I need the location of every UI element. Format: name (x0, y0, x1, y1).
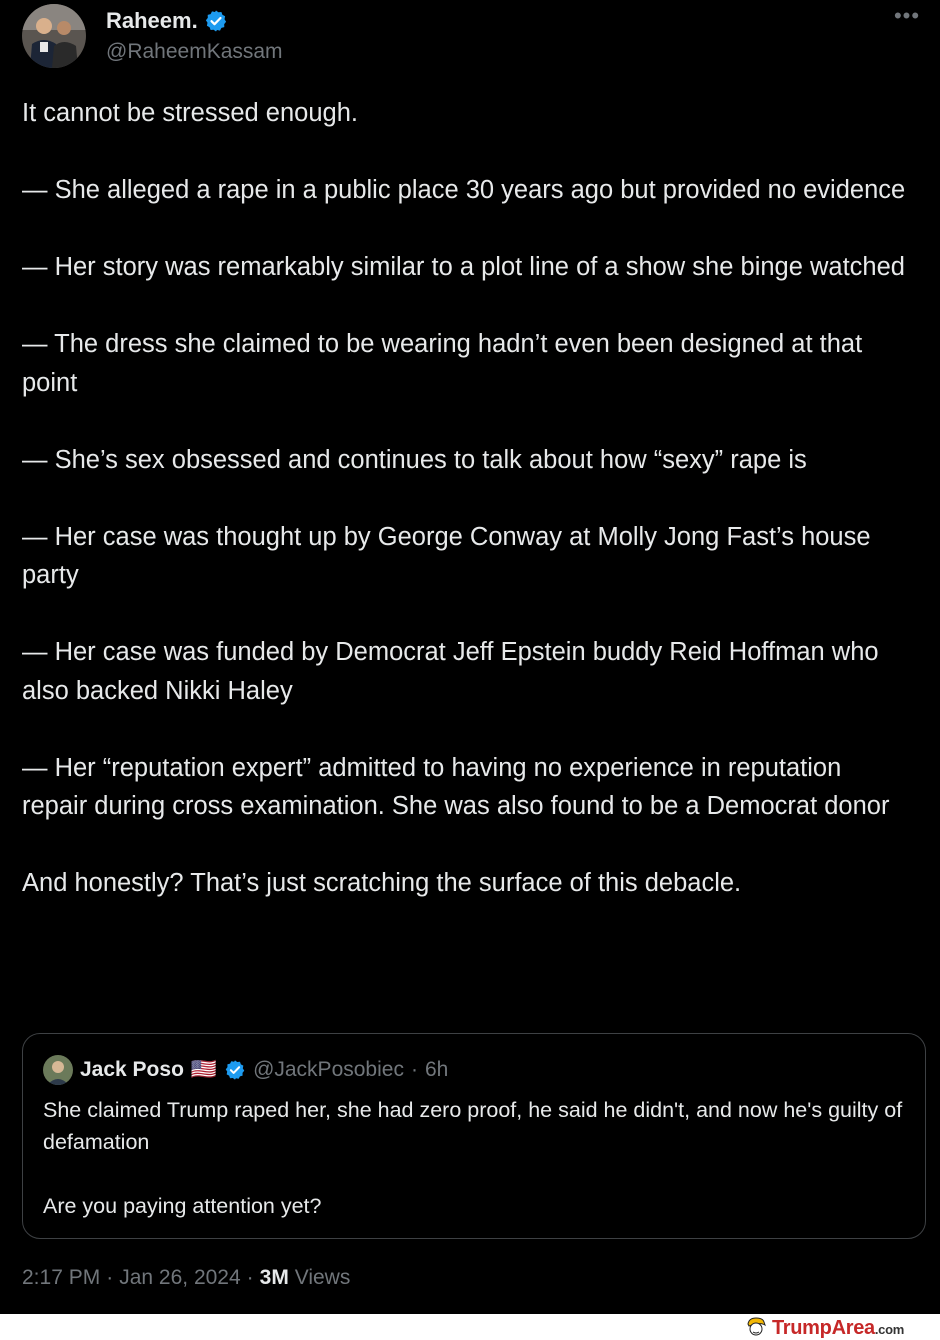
quoted-tweet[interactable] (22, 1033, 926, 1239)
tweet-paragraph: — She alleged a rape in a public place 30 years ago but provided no evidence (22, 176, 906, 204)
author-avatar[interactable] (22, 4, 86, 68)
tweet-meta (22, 1266, 350, 1290)
quoted-separator: · (410, 1058, 418, 1081)
quoted-tweet-paragraph: Are you paying attention yet? (43, 1194, 322, 1218)
more-options-icon[interactable]: ••• (893, 3, 921, 28)
verified-badge-icon (224, 1059, 246, 1081)
tweet-paragraph: It cannot be stressed enough. (22, 99, 358, 127)
tweet-paragraph: — Her story was remarkably similar to a plot line of a show she binge watched (22, 253, 905, 281)
tweet-date[interactable]: Jan 26, 2024 (119, 1266, 241, 1289)
watermark (745, 1317, 904, 1339)
tweet-time[interactable]: 2:17 PM (22, 1266, 101, 1289)
trump-logo-icon (745, 1316, 767, 1340)
views-count: 3M (259, 1266, 289, 1289)
quoted-tweet-text (43, 1094, 903, 1222)
tweet-paragraph: — She’s sex obsessed and continues to talk about how “sexy” rape is (22, 445, 807, 474)
us-flag-icon: 🇺🇸 (190, 1058, 218, 1081)
author-display-name[interactable]: Raheem. (106, 8, 198, 33)
quoted-author-name: Jack Poso (80, 1058, 184, 1081)
meta-separator: · (106, 1266, 114, 1289)
watermark-suffix: .com (874, 1321, 904, 1337)
quoted-author-avatar (43, 1055, 73, 1085)
author-handle[interactable]: @RaheemKassam (106, 40, 283, 63)
meta-separator: · (246, 1266, 254, 1289)
tweet-paragraph: And honestly? That’s just scratching the surface of this debacle. (22, 869, 742, 897)
views-label: Views (294, 1266, 351, 1289)
tweet-body (22, 94, 912, 903)
tweet-paragraph: — Her case was thought up by George Conway at Molly Jong Fast’s house party (22, 522, 878, 589)
tweet-paragraph: — The dress she claimed to be wearing hadn’t even been designed at that point (22, 330, 870, 397)
watermark-brand: TrumpArea (771, 1316, 875, 1339)
quoted-author-handle: @JackPosobiec (253, 1058, 404, 1081)
verified-badge-icon (204, 9, 228, 33)
tweet-paragraph: — Her “reputation expert” admitted to having no experience in reputation repair during cross examination. She was also found to be a Democrat donor (22, 753, 890, 820)
quoted-time: 6h (424, 1058, 449, 1081)
tweet-paragraph: — Her case was funded by Democrat Jeff Epstein buddy Reid Hoffman who also backed Nikki Haley (22, 638, 886, 705)
quoted-tweet-paragraph: She claimed Trump raped her, she had zero proof, he said he didn't, and now he's guilty of defamation (43, 1098, 903, 1154)
